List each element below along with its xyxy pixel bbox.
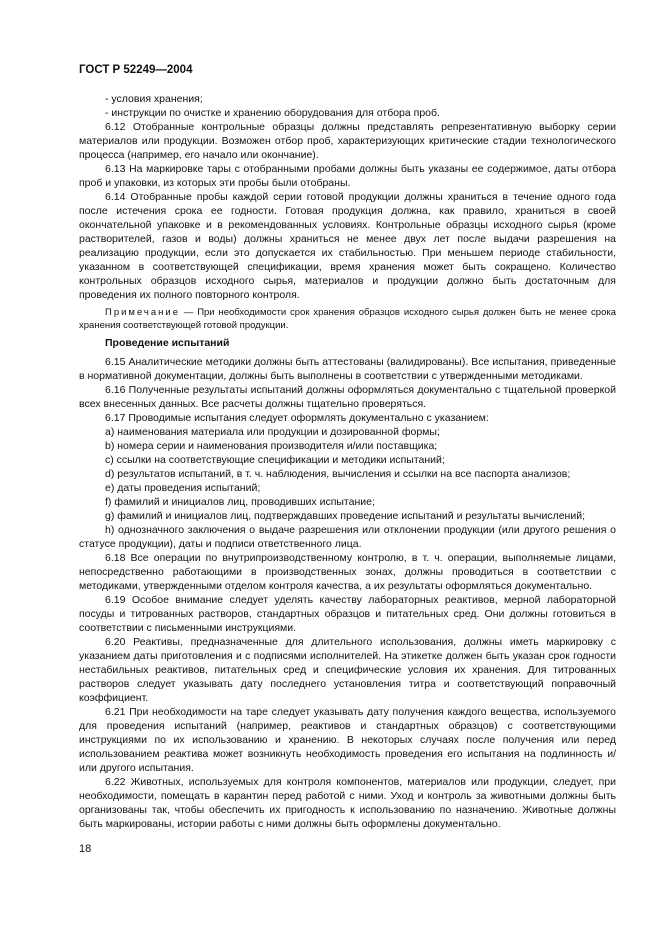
paragraph-6-17: 6.17 Проводимые испытания следует оформлять документально с указанием: — [105, 412, 489, 424]
paragraph-6-16: 6.16 Полученные результаты испытаний должны оформляться документально с тщательной проверкой всех внесенных данных. Все расчеты должны тщательно проверяться. — [79, 384, 616, 410]
paragraph-6-19: 6.19 Особое внимание следует уделять качеству лабораторных реактивов, мерной лабораторной посуды и титрованных растворов, стандартных образцов и питательных сред. Они должны готовиться в соответствии с письменными инструкциями. — [79, 594, 616, 634]
document-body — [79, 92, 616, 831]
paragraph-6-18: 6.18 Все операции по внутрипроизводственному контролю, в т. ч. операции, выполняемые лицами, непосредственно работающими в производственных зонах, должны проводиться в соответствии с методиками, утвержденными отделом контроля качества, а их результаты оформляться документально. — [79, 552, 616, 592]
document-header: ГОСТ Р 52249—2004 — [79, 64, 193, 76]
page-number: 18 — [79, 843, 92, 855]
list-item: a) наименования материала или продукции и дозированной формы; — [105, 426, 440, 438]
paragraph-6-22: 6.22 Животных, используемых для контроля компонентов, материалов или продукции, следует, при необходимости, помещать в карантин перед работой с ними. Уход и контроль за животными должны быть организованы так, чтобы обеспечить их пригодность к использованию по назначению. Животные должны быть маркированы, истории работы с ними должны быть оформлены документально. — [79, 776, 616, 830]
section-heading: Проведение испытаний — [105, 337, 230, 349]
paragraph-6-21: 6.21 При необходимости на таре следует указывать дату получения каждого вещества, используемого для проведения испытаний (например, реактивов и стандартных образцов) с соответствующими инструкциями по их использованию и хранению. В некоторых случаях после получения или перед использованием реактива может возникнуть необходимость проведения его испытания на подлинность и/или другого испытания. — [79, 706, 616, 774]
paragraph-6-14: 6.14 Отобранные пробы каждой серии готовой продукции должны храниться в течение одного года после истечения срока ее годности. Готовая продукция должна, как правило, храниться в своей окончательной упаковке и в рекомендованных условиях. Контрольные образцы исходного сырья (кроме растворителей, газов и воды) должны храниться не менее двух лет после выдачи разрешения на реализацию продукции, если это допускается их стабильностью. При меньшем периоде стабильности, указанном в соответствующей спецификации, время хранения может быть сокращено. Количество контрольных образцов исходного сырья, материалов и продукции должно быть достаточным для проведения их полного повторного контроля. — [79, 191, 616, 301]
note-text: — При необходимости срок хранения образцов исходного сырья должен быть не менее срока хранения соответствующей готовой продукции. — [79, 307, 616, 331]
list-item: f) фамилий и инициалов лиц, проводивших испытание; — [105, 496, 375, 508]
paragraph-6-20: 6.20 Реактивы, предназначенные для длительного использования, должны иметь маркировку с указанием даты приготовления и с подписями исполнителей. На этикетке должен быть указан срок годности нестабильных реактивов, питательных сред и специфические условия их хранения. Для титрованных растворов следует указывать дату последнего установления титра и соответствующий поправочный коэффициент. — [79, 636, 616, 704]
list-item: d) результатов испытаний, в т. ч. наблюдения, вычисления и ссылки на все паспорта анализов; — [105, 468, 571, 480]
paragraph-6-15: 6.15 Аналитические методики должны быть аттестованы (валидированы). Все испытания, приведенные в нормативной документации, должны быть выполнены в соответствии с утвержденными методиками. — [79, 356, 616, 382]
list-item: e) даты проведения испытаний; — [105, 482, 261, 494]
list-item: b) номера серии и наименования производителя и/или поставщика; — [105, 440, 438, 452]
note — [79, 306, 616, 332]
paragraph-6-12: 6.12 Отобранные контрольные образцы должны представлять репрезентативную выборку серии материалов или продукции. Возможен отбор проб, характеризующих критические стадии технологического процесса (например, его начало или окончание). — [79, 121, 616, 161]
bullet-item: - условия хранения; — [105, 93, 203, 105]
bullet-item: - инструкции по очистке и хранению оборудования для отбора проб. — [105, 107, 440, 119]
list-item: c) ссылки на соответствующие спецификации и методики испытаний; — [105, 454, 445, 466]
paragraph-6-13: 6.13 На маркировке тары с отобранными пробами должны быть указаны ее содержимое, даты отбора проб и упаковки, из которых эти пробы были отобраны. — [79, 163, 616, 189]
list-item: h) однозначного заключения о выдаче разрешения или отклонении продукции (или другого решения о статусе продукции), даты и подписи ответственного лица. — [79, 524, 616, 550]
list-item: g) фамилий и инициалов лиц, подтверждавших проведение испытаний и результаты вычислений; — [105, 510, 586, 522]
note-label: Примечание — [105, 307, 180, 318]
